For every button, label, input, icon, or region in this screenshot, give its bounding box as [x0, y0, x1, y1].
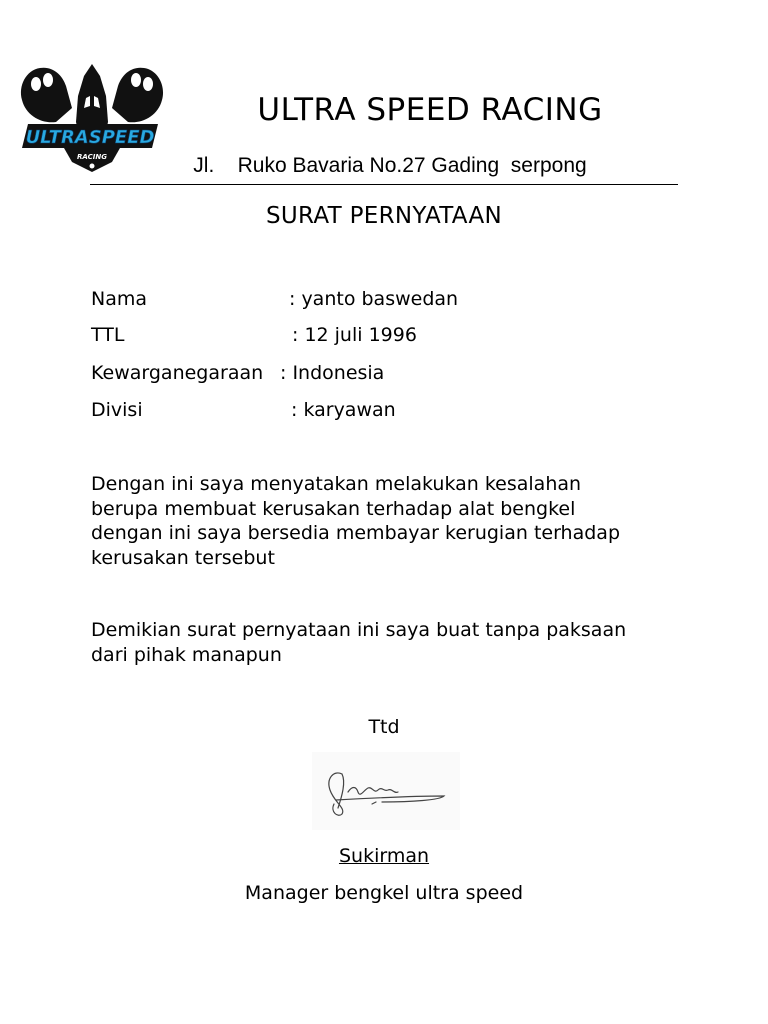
logo-wordmark: ULTRASPEED [25, 127, 155, 148]
statement-line: kerusakan tersebut [91, 546, 275, 569]
closing-paragraph [91, 618, 691, 667]
statement-paragraph [91, 472, 691, 570]
company-name: ULTRA SPEED RACING [257, 92, 603, 128]
statement-line: dengan ini saya bersedia membayar kerugian terhadap [91, 522, 621, 544]
ttd-label: Ttd [368, 716, 400, 738]
statement-line: Dengan ini saya menyatakan melakukan kesalahan [91, 473, 582, 495]
field-value: : Indonesia [280, 362, 385, 384]
document-title: SURAT PERNYATAAN [266, 203, 502, 229]
signer-name: Sukirman [338, 845, 430, 867]
field-value: : karyawan [291, 399, 396, 421]
field-label: Kewarganegaraan [91, 362, 264, 384]
field-value: : 12 juli 1996 [292, 324, 417, 346]
field-label: Nama [91, 288, 148, 310]
company-address: Jl. Ruko Bavaria No.27 Gading serpong [193, 154, 587, 177]
handwritten-signature [312, 752, 460, 830]
signer-title: Manager bengkel ultra speed [244, 882, 524, 904]
header-divider [90, 184, 678, 185]
field-value: : yanto baswedan [289, 288, 459, 310]
statement-line: berupa membuat kerusakan terhadap alat bengkel [91, 497, 576, 520]
field-label: Divisi [91, 399, 143, 421]
closing-line: dari pihak manapun [91, 643, 282, 666]
field-label: TTL [91, 324, 125, 346]
logo-subtext: RACING [77, 153, 107, 161]
closing-line: Demikian surat pernyataan ini saya buat tanpa paksaan [91, 619, 627, 641]
